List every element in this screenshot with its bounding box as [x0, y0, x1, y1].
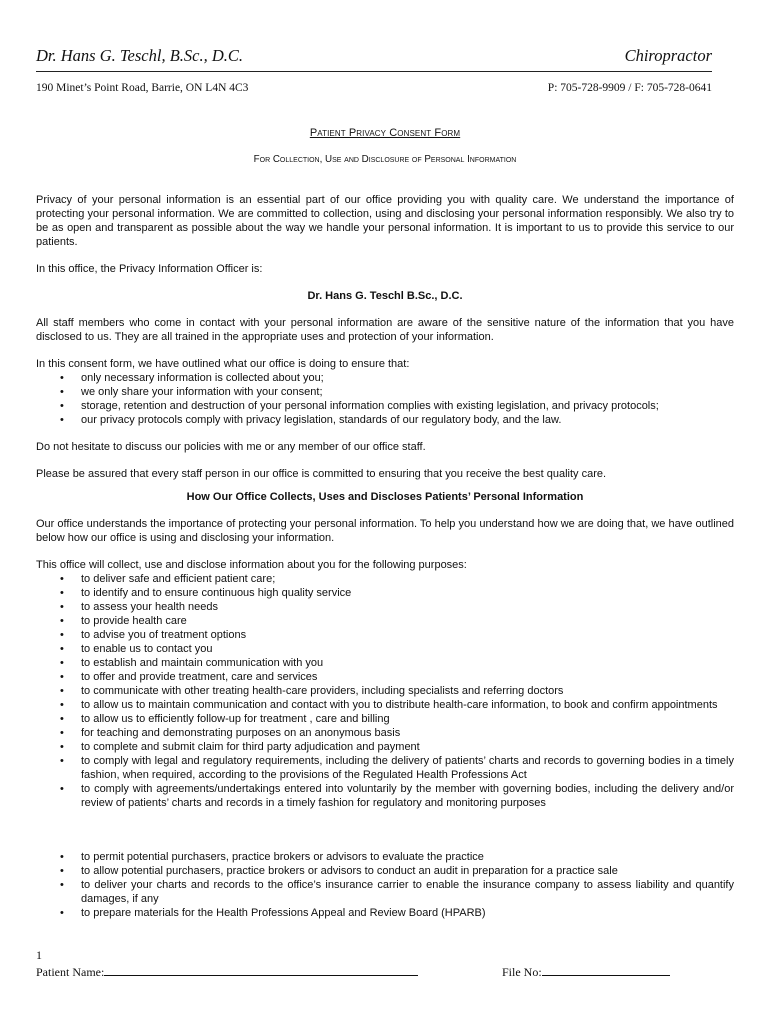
file-no-label: File No: — [502, 965, 542, 979]
list-item: • we only share your information with your consent; — [81, 385, 734, 399]
assured-paragraph: Please be assured that every staff person in our office is committed to ensuring that you receive the best quality care. — [36, 468, 607, 480]
list-item: • to establish and maintain communication with you — [81, 656, 734, 670]
consent-intro: In this consent form, we have outlined what our office is doing to ensure that: — [36, 358, 410, 370]
list-item: • to identify and to ensure continuous high quality service — [81, 586, 734, 600]
list-item: • our privacy protocols comply with privacy legislation, standards of our regulatory body, and the law. — [81, 413, 734, 427]
list-item: • to allow us to maintain communication and contact with you to distribute health-care information, to book and confirm appointments — [81, 698, 734, 712]
doctor-name: Dr. Hans G. Teschl, B.Sc., D.C. — [36, 46, 244, 65]
letterhead — [36, 46, 712, 68]
list-item: • to deliver safe and efficient patient care; — [81, 572, 734, 586]
profession: Chiropractor — [624, 46, 712, 65]
patient-name-line[interactable] — [104, 964, 418, 976]
section-heading: How Our Office Collects, Uses and Discloses Patients’ Personal Information — [186, 491, 584, 503]
file-no-line[interactable] — [542, 964, 670, 976]
list-item: • to permit potential purchasers, practice brokers or advisors to evaluate the practice — [81, 850, 734, 864]
discuss-paragraph: Do not hesitate to discuss our policies with me or any member of our office staff. — [36, 441, 426, 453]
form-subtitle: For Collection, Use and Disclosure of Personal Information — [253, 154, 517, 165]
list-item: • to comply with legal and regulatory requirements, including the delivery of patients’ charts and records to governing bodies in a timely fashion, when required, according to the provisions of the Regulated Health Professions Act — [81, 754, 734, 782]
page-number: 1 — [36, 948, 42, 962]
phone-fax: P: 705-728-9909 / F: 705-728-0641 — [547, 82, 712, 94]
staff-paragraph: All staff members who come in contact with your personal information are aware of the sensitive nature of the information that you have disclosed to us. They are all trained in the appropriate uses and protection of your information. — [36, 317, 734, 343]
intro-paragraph: Privacy of your personal information is an essential part of our office providing you with quality care. We understand the importance of protecting your personal information. We are committed to collection, using and disclosing your personal information responsibly. We also try to be as open and transparent as possible about the way we handle your personal information. It is important to us to provide this service to our patients. — [36, 194, 734, 248]
patient-name-field[interactable] — [36, 964, 418, 980]
purposes-list — [36, 572, 734, 810]
list-item: • to provide health care — [81, 614, 734, 628]
office-address: 190 Minet’s Point Road, Barrie, ON L4N 4C3 — [36, 82, 249, 94]
section-intro: Our office understands the importance of protecting your personal information. To help you understand how we are doing that, we have outlined below how our office is using and disclosing your information. — [36, 518, 734, 544]
list-item: • to assess your health needs — [81, 600, 734, 614]
list-item: • to offer and provide treatment, care and services — [81, 670, 734, 684]
letterhead-divider — [36, 71, 712, 72]
purposes-intro: This office will collect, use and disclose information about you for the following purposes: — [36, 559, 467, 571]
officer-intro: In this office, the Privacy Information Officer is: — [36, 263, 263, 275]
list-item: • to advise you of treatment options — [81, 628, 734, 642]
list-item: • to comply with agreements/undertakings entered into voluntarily by the member with governing bodies, including the delivery and/or review of patients’ charts and records in a timely fashion for regulatory and monitoring purposes — [81, 782, 734, 810]
sale-purposes-list — [36, 850, 734, 920]
list-item: • to allow potential purchasers, practice brokers or advisors to conduct an audit in preparation for a practice sale — [81, 864, 734, 878]
consent-list — [36, 371, 734, 427]
list-item: • storage, retention and destruction of your personal information complies with existing legislation, and privacy protocols; — [81, 399, 734, 413]
list-item: • for teaching and demonstrating purposes on an anonymous basis — [81, 726, 734, 740]
list-item: • only necessary information is collected about you; — [81, 371, 734, 385]
list-item: • to allow us to efficiently follow-up for treatment , care and billing — [81, 712, 734, 726]
list-item: • to deliver your charts and records to the office’s insurance carrier to enable the insurance company to assess liability and quantify damages, if any — [81, 878, 734, 906]
list-item: • to prepare materials for the Health Professions Appeal and Review Board (HPARB) — [81, 906, 734, 920]
file-no-field[interactable] — [502, 964, 670, 980]
patient-name-label: Patient Name: — [36, 965, 105, 979]
officer-name: Dr. Hans G. Teschl B.Sc., D.C. — [307, 290, 463, 302]
list-item: • to enable us to contact you — [81, 642, 734, 656]
list-item: • to complete and submit claim for third party adjudication and payment — [81, 740, 734, 754]
list-item: • to communicate with other treating health-care providers, including specialists and referring doctors — [81, 684, 734, 698]
letterhead-contact — [36, 82, 712, 94]
form-body — [36, 193, 734, 920]
form-title: Patient Privacy Consent Form — [309, 127, 461, 139]
